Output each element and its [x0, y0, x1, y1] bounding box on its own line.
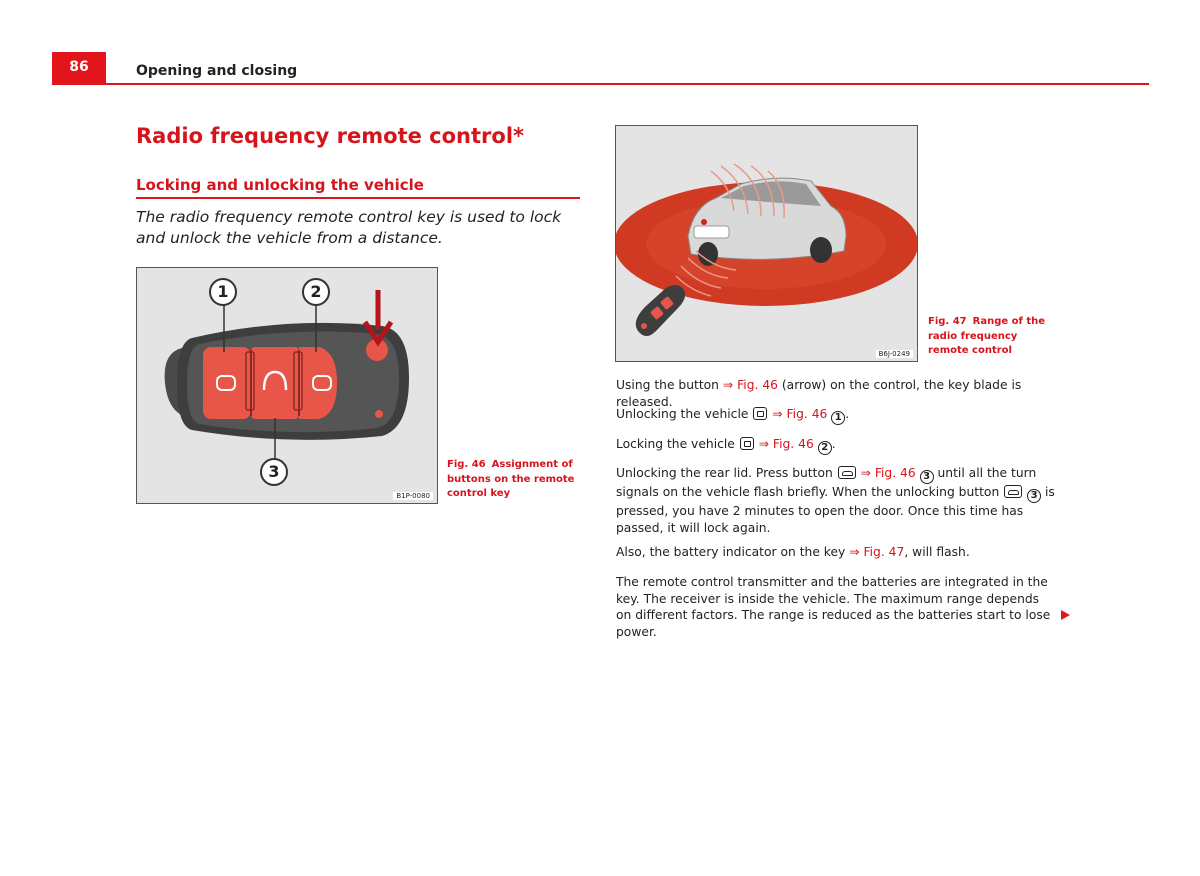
subsection-title: Locking and unlocking the vehicle: [136, 176, 424, 194]
text: , will flash.: [904, 545, 970, 559]
page-number: 86: [69, 59, 89, 75]
callout-1: 1: [209, 278, 237, 306]
paragraph-5: [616, 544, 1066, 561]
figure-code: B1P-0080: [393, 492, 433, 500]
car-range-illustration: [616, 126, 917, 361]
figure-link[interactable]: ⇒ Fig. 47: [849, 545, 905, 559]
callout-3: 3: [260, 458, 288, 486]
figure-46: [136, 267, 438, 504]
figure-46-number: Fig. 46: [447, 459, 486, 470]
intro-text: The radio frequency remote control key is used to lock and unlock the vehicle from a distance.: [136, 208, 562, 247]
page-number-box: [52, 52, 106, 84]
paragraph-3: [616, 436, 1066, 455]
subsection-rule: [136, 197, 580, 199]
figure-link[interactable]: ⇒ Fig. 46: [860, 466, 916, 480]
figure-link[interactable]: ⇒ Fig. 46: [758, 437, 814, 451]
rear-lid-key-icon: [838, 466, 856, 479]
unlock-key-icon: [753, 407, 767, 420]
figure-46-caption: [447, 458, 577, 502]
callout-2: 2: [302, 278, 330, 306]
text: Using the button: [616, 378, 723, 392]
text: .: [831, 437, 836, 451]
lock-key-icon: [740, 437, 754, 450]
text: (arrow) on the control, the key blade is released.: [616, 378, 1022, 409]
figure-link[interactable]: ⇒ Fig. 46: [772, 407, 828, 421]
paragraph-4: [616, 465, 1066, 536]
figure-47-number: Fig. 47: [928, 316, 967, 327]
paragraph-2: [616, 406, 1066, 425]
callout-ref-1: 1: [831, 411, 845, 425]
section-title: Opening and closing: [136, 63, 298, 79]
rear-lid-key-icon: [1004, 485, 1022, 498]
text: .: [845, 407, 850, 421]
text: Locking the vehicle: [616, 437, 739, 451]
figure-47-caption-text: Range of the radio frequency remote control: [928, 316, 1045, 356]
figure-code: B6J-0249: [876, 350, 913, 358]
callout-ref-2: 2: [818, 441, 832, 455]
text: Unlocking the vehicle: [616, 407, 753, 421]
text: Unlocking the rear lid. Press button: [616, 466, 837, 480]
text: Also, the battery indicator on the key: [616, 545, 850, 559]
figure-47: [615, 125, 918, 362]
figure-47-caption: [928, 315, 1058, 359]
text: until all the turn signals on the vehicle flash briefly. When the unlocking button: [616, 466, 1037, 499]
figure-link[interactable]: ⇒ Fig. 46: [722, 378, 778, 392]
callout-ref-3: 3: [920, 470, 934, 484]
page-title: Radio frequency remote control*: [136, 124, 524, 148]
callout-ref-3: 3: [1027, 489, 1041, 503]
paragraph-6: The remote control transmitter and the batteries are integrated in the key. The receiver is inside the vehicle. The maximum range depends on different factors. The range is reduced as the batteries start to lose power.: [616, 575, 1051, 639]
continue-arrow-icon: [1061, 610, 1070, 620]
text: is pressed, you have 2 minutes to open the door. Once this time has passed, it will lock again.: [616, 485, 1055, 535]
figure-46-caption-text: Assignment of buttons on the remote control key: [447, 459, 575, 499]
header-rule: [52, 83, 1149, 85]
